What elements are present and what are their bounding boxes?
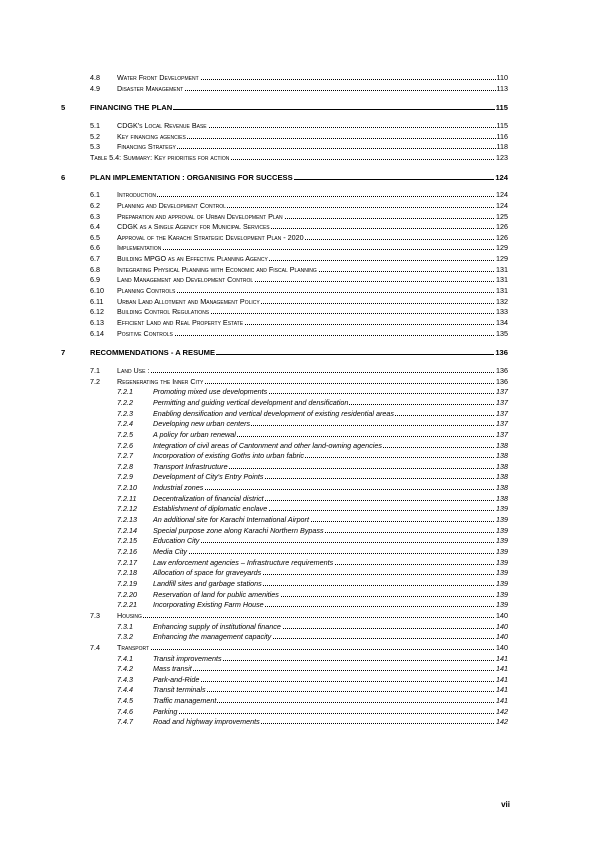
toc-entry-title: Regenerating the Inner City [117, 376, 204, 386]
toc-entry-number: 7 [61, 348, 66, 358]
toc-entry[interactable] [0, 535, 595, 546]
toc-entry-number: 7.1 [90, 365, 100, 375]
toc-entry[interactable] [0, 631, 595, 642]
toc-entry[interactable] [0, 285, 595, 296]
toc-entry-title: Incorporation of existing Goths into urban fabric [153, 451, 305, 461]
toc-entry-number: 4.9 [90, 83, 100, 93]
toc-entry-title: Transit improvements [153, 653, 222, 663]
toc-entry[interactable] [0, 102, 595, 113]
toc-entry[interactable] [0, 642, 595, 653]
toc-entry-number: 7.2.7 [117, 451, 133, 461]
toc-entry-title: Transport [117, 642, 150, 652]
toc-leader-line [117, 617, 508, 618]
toc-entry-page: 139 [496, 547, 508, 556]
toc-entry[interactable] [0, 706, 595, 717]
toc-entry[interactable] [0, 546, 595, 557]
toc-entry-number: 7.2.19 [117, 578, 137, 588]
toc-entry[interactable] [0, 663, 595, 674]
toc-entry-number: 7.3.2 [117, 632, 133, 642]
toc-entry-title: Land Use : [117, 365, 150, 375]
toc-entry-title: Table 5.4: Summary: Key priorities for action [90, 152, 230, 162]
toc-entry[interactable] [0, 493, 595, 504]
toc-entry[interactable] [0, 152, 595, 163]
toc-leader-line [153, 489, 508, 490]
toc-entry[interactable] [0, 242, 595, 253]
toc-entry-page: 140 [496, 621, 508, 631]
toc-entry-title: Approval of the Karachi Strategic Development Plan - 2020 [117, 232, 304, 242]
toc-entry-title: Special purpose zone along Karachi Northern Bypass [153, 525, 324, 535]
toc-entry-number: 7.4.1 [117, 653, 133, 663]
toc-entry-title: Development of City's Entry Points [153, 472, 264, 482]
toc-entry[interactable] [0, 296, 595, 307]
toc-entry-number: 7.3.1 [117, 621, 133, 631]
toc-entry-number: 6.7 [90, 254, 100, 264]
toc-entry[interactable] [0, 131, 595, 142]
toc-entry-title: Education City [153, 536, 200, 546]
toc-entry[interactable] [0, 418, 595, 429]
toc-entry-number: 7.4.6 [117, 706, 133, 716]
toc-entry-page: 141 [496, 664, 508, 674]
toc-entry-title: Park-and-Ride [153, 674, 200, 684]
toc-entry-number: 6 [61, 172, 66, 182]
toc-entry-page: 131 [496, 286, 508, 296]
toc-leader-line [117, 649, 508, 650]
toc-entry[interactable] [0, 232, 595, 243]
toc-entry-number: 7.2.9 [117, 472, 133, 482]
toc-entry-number: 7.2.4 [117, 419, 133, 429]
toc-entry[interactable] [0, 211, 595, 222]
toc-entry-title: RECOMMENDATIONS - A RESUME [90, 348, 216, 358]
toc-entry-title: Enhancing supply of institutional finance [153, 621, 281, 631]
toc-entry-number: 6.11 [90, 296, 104, 306]
toc-entry-page: 131 [496, 275, 508, 285]
toc-entry-number: 6.6 [90, 243, 100, 253]
toc-entry-title: Positive Controls [117, 328, 173, 338]
toc-entry-title: FINANCING THE PLAN [90, 103, 173, 113]
toc-entry-title: Media City [153, 547, 187, 556]
toc-entry-title: Law enforcement agencies – Infrastructure requirements [153, 557, 334, 567]
toc-entry-number: 6.4 [90, 222, 100, 232]
toc-entry[interactable] [0, 589, 595, 600]
toc-entry-number: 7.2.12 [117, 504, 137, 514]
toc-entry-title: Financing Strategy [117, 142, 176, 152]
toc-entry-page: 139 [496, 504, 508, 514]
toc-entry-page: 140 [496, 642, 508, 652]
toc-entry-page: 138 [496, 451, 508, 461]
toc-entry-page: 136 [496, 376, 508, 386]
toc-entry-number: 4.8 [90, 73, 100, 82]
toc-entry-title: Efficient Land and Real Property Estate [117, 318, 244, 327]
toc-entry-page: 139 [496, 525, 508, 535]
toc-entry-number: 6.3 [90, 211, 100, 221]
toc-entry-number: 5.1 [90, 120, 100, 130]
toc-entry-page: 139 [496, 536, 508, 546]
toc-entry-page: 138 [496, 483, 508, 493]
toc-entry-page: 141 [496, 696, 508, 706]
toc-entry[interactable] [0, 274, 595, 285]
toc-entry-title: Establishment of diplomatic enclave [153, 504, 268, 514]
toc-entry[interactable] [0, 200, 595, 211]
toc-entry-title: PLAN IMPLEMENTATION : ORGANISING FOR SUCCESS [90, 172, 293, 182]
toc-entry-title: Reservation of land for public amenities [153, 589, 279, 599]
toc-entry-page: 141 [496, 674, 508, 684]
toc-entry-page: 141 [496, 653, 508, 663]
toc-entry[interactable] [0, 610, 595, 621]
toc-entry-page: 124 [496, 190, 508, 200]
toc-entry-title: Landfill sites and garbage stations [153, 578, 262, 588]
toc-entry-title: Traffic management [153, 696, 217, 706]
toc-entry[interactable] [0, 674, 595, 685]
toc-entry-page: 129 [496, 254, 508, 264]
toc-entry[interactable] [0, 716, 595, 727]
toc-entry[interactable] [0, 653, 595, 664]
toc-leader-line [117, 372, 508, 373]
toc-entry-title: Transit terminals [153, 685, 206, 695]
toc-entry-page: 136 [495, 348, 508, 358]
toc-entry-number: 7.3 [90, 610, 100, 620]
toc-entry[interactable] [0, 525, 595, 536]
toc-entry-title: Enabling densification and vertical development of existing residential areas [153, 408, 394, 418]
toc-leader-line [153, 681, 508, 682]
toc-entry-page: 137 [496, 387, 508, 397]
toc-entry[interactable] [0, 557, 595, 568]
toc-entry-title: Integrating Physical Planning with Economic and Fiscal Planning [117, 264, 317, 274]
toc-entry-title: Introduction [117, 190, 156, 200]
toc-entry-title: Integration of civil areas of Cantonment and other land-owning agencies [153, 440, 382, 450]
toc-entry-title: Road and highway improvements [153, 717, 260, 727]
toc-entry-title: CDGK as a Single Agency for Municipal Services [117, 222, 270, 232]
toc-entry-number: 7.2.18 [117, 568, 137, 578]
toc-entry-number: 7.2.20 [117, 589, 137, 599]
toc-entry-number: 5 [61, 103, 66, 113]
toc-entry-number: 7.4.5 [117, 696, 133, 706]
toc-entry-title: Land Management and Development Control [117, 275, 254, 285]
toc-entry-page: 132 [496, 296, 508, 306]
toc-entry[interactable] [0, 72, 595, 83]
toc-entry-page: 131 [496, 264, 508, 274]
toc-entry-page: 126 [496, 222, 508, 232]
toc-leader-line [117, 249, 508, 250]
toc-entry-page: 125 [496, 211, 508, 221]
toc-entry-title: CDGK's Local Revenue Base [117, 120, 207, 130]
toc-entry-title: Promoting mixed use developments [153, 387, 268, 397]
toc-entry-page: 126 [496, 232, 508, 242]
toc-entry-page: 137 [496, 419, 508, 429]
toc-entry-number: 7.2.13 [117, 515, 137, 525]
page-number: vii [501, 800, 510, 809]
toc-entry-number: 7.2.21 [117, 600, 137, 610]
toc-entry-number: 7.4.3 [117, 674, 133, 684]
toc-leader-line [153, 553, 508, 554]
toc-entry-title: Industrial zones [153, 483, 204, 493]
toc-entry-number: 7.2 [90, 376, 100, 386]
toc-entry-number: 6.1 [90, 190, 100, 200]
toc-entry[interactable] [0, 317, 595, 328]
toc-entry-title: Building MPGO as an Effective Planning Agency [117, 254, 268, 264]
toc-entry[interactable] [0, 514, 595, 525]
toc-entry-number: 6.12 [90, 307, 104, 317]
toc-entry-page: 142 [496, 717, 508, 727]
toc-entry[interactable] [0, 695, 595, 706]
toc-entry[interactable] [0, 578, 595, 589]
toc-entry-page: 138 [496, 461, 508, 471]
toc-entry-number: 7.2.3 [117, 408, 133, 418]
toc-entry-page: 123 [496, 152, 508, 162]
toc-entry-title: Allocation of space for graveyards [153, 568, 262, 578]
toc-entry-page: 133 [496, 307, 508, 317]
toc-entry[interactable] [0, 621, 595, 632]
toc-entry-title: Building Control Regulations [117, 307, 210, 317]
toc-entry-page: 138 [496, 493, 508, 503]
toc-entry[interactable] [0, 471, 595, 482]
toc-entry-page: 118 [496, 142, 508, 152]
toc-entry[interactable] [0, 567, 595, 578]
toc-entry-number: 7.2.1 [117, 387, 133, 397]
toc-entry-number: 6.14 [90, 328, 104, 338]
toc-leader-line [153, 670, 508, 671]
toc-entry[interactable] [0, 408, 595, 419]
toc-entry-page: 138 [496, 440, 508, 450]
toc-entry-page: 116 [496, 131, 508, 141]
toc-entry[interactable] [0, 221, 595, 232]
toc-entry-page: 139 [496, 515, 508, 525]
toc-entry-page: 124 [495, 172, 508, 182]
toc-entry-page: 124 [496, 200, 508, 210]
toc-entry-page: 139 [496, 600, 508, 610]
toc-entry-page: 138 [496, 472, 508, 482]
toc-entry-number: 7.2.10 [117, 483, 137, 493]
toc-entry-page: 139 [496, 557, 508, 567]
toc-entry-title: Developing new urban centers [153, 419, 251, 429]
toc-entry-title: Preparation and approval of Urban Development Plan [117, 211, 283, 221]
toc-entry-title: Implementation [117, 243, 162, 253]
toc-entry-title: Key financing agencies [117, 131, 186, 141]
toc-entry-number: 7.4.4 [117, 685, 133, 695]
toc-entry[interactable] [0, 429, 595, 440]
toc-entry-title: Permitting and guiding vertical development and densification [153, 397, 349, 407]
toc-entry-title: Planning and Development Control [117, 200, 226, 210]
toc-entry[interactable] [0, 141, 595, 152]
toc-entry[interactable] [0, 440, 595, 451]
toc-entry[interactable] [0, 450, 595, 461]
toc-entry[interactable] [0, 376, 595, 387]
toc-entry-page: 139 [496, 578, 508, 588]
toc-entry[interactable] [0, 83, 595, 94]
toc-entry-number: 7.2.17 [117, 557, 137, 567]
toc-entry[interactable] [0, 264, 595, 275]
toc-entry-number: 6.13 [90, 318, 104, 327]
toc-entry-title: Incorporating Existing Farm House [153, 600, 264, 610]
toc-entry-number: 7.4 [90, 642, 100, 652]
toc-entry[interactable] [0, 599, 595, 610]
toc-entry-title: Urban Land Allotment and Management Policy [117, 296, 260, 306]
toc-entry-number: 7.2.6 [117, 440, 133, 450]
toc-entry[interactable] [0, 328, 595, 339]
toc-entry-page: 135 [496, 328, 508, 338]
toc-entry[interactable] [0, 386, 595, 397]
toc-entry[interactable] [0, 482, 595, 493]
toc-entry-title: A policy for urban renewal [153, 429, 236, 439]
toc-entry-title: Transport Infrastructure [153, 461, 228, 471]
toc-entry-page: 139 [496, 568, 508, 578]
toc-entry-number: 7.2.15 [117, 536, 137, 546]
toc-entry-title: Housing [117, 610, 142, 620]
toc-entry-title: Enhancing the management capacity [153, 632, 272, 642]
toc-entry[interactable] [0, 684, 595, 695]
toc-entry-page: 134 [496, 318, 508, 327]
toc-entry[interactable] [0, 120, 595, 131]
toc-entry-number: 6.8 [90, 264, 100, 274]
toc-entry[interactable] [0, 347, 595, 358]
toc-entry-number: 7.2.2 [117, 397, 133, 407]
toc-leader-line [153, 542, 508, 543]
toc-entry[interactable] [0, 306, 595, 317]
toc-leader-line [153, 713, 508, 714]
toc-entry-page: 137 [496, 397, 508, 407]
toc-entry-page: 137 [496, 408, 508, 418]
toc-entry[interactable] [0, 461, 595, 472]
toc-entry-page: 115 [495, 103, 508, 113]
toc-entry-number: 6.5 [90, 232, 100, 242]
toc-entry-number: 7.2.14 [117, 525, 137, 535]
toc-entry-title: Disaster Management [117, 83, 184, 93]
toc-entry-page: 129 [496, 243, 508, 253]
toc-entry-title: Planning Controls [117, 286, 176, 296]
toc-entry-page: 142 [496, 706, 508, 716]
toc-entry-number: 7.2.16 [117, 547, 137, 556]
toc-entry-page: 140 [496, 610, 508, 620]
toc-entry-page: 115 [496, 120, 508, 130]
toc-entry-page: 110 [496, 73, 508, 82]
toc-entry[interactable] [0, 365, 595, 376]
toc-entry[interactable] [0, 172, 595, 183]
toc-entry[interactable] [0, 397, 595, 408]
toc-entry-number: 5.2 [90, 131, 100, 141]
toc-entry-title: An additional site for Karachi International Airport [153, 515, 309, 525]
toc-entry-number: 6.9 [90, 275, 100, 285]
toc-entry-number: 7.4.2 [117, 664, 133, 674]
toc-entry-title: Decentralization of financial district [153, 493, 264, 503]
toc-entry-title: Mass transit [153, 664, 192, 674]
toc-leader-line [117, 335, 508, 336]
toc-entry-page: 141 [496, 685, 508, 695]
toc-entry-number: 6.2 [90, 200, 100, 210]
toc-entry-page: 139 [496, 589, 508, 599]
toc-entry[interactable] [0, 189, 595, 200]
toc-entry-number: 7.2.5 [117, 429, 133, 439]
toc-entry-number: 5.3 [90, 142, 100, 152]
toc-entry[interactable] [0, 503, 595, 514]
toc-entry[interactable] [0, 253, 595, 264]
toc-entry-number: 7.2.11 [117, 493, 137, 503]
toc-entry-number: 6.10 [90, 286, 104, 296]
toc-entry-page: 113 [496, 83, 508, 93]
toc-leader-line [117, 196, 508, 197]
toc-entry-page: 137 [496, 429, 508, 439]
toc-entry-number: 7.2.8 [117, 461, 133, 471]
toc-entry-page: 140 [496, 632, 508, 642]
toc-entry-page: 136 [496, 365, 508, 375]
toc-entry-title: Parking [153, 706, 178, 716]
toc-entry-number: 7.4.7 [117, 717, 133, 727]
toc-entry-title: Water Front Development [117, 73, 199, 82]
